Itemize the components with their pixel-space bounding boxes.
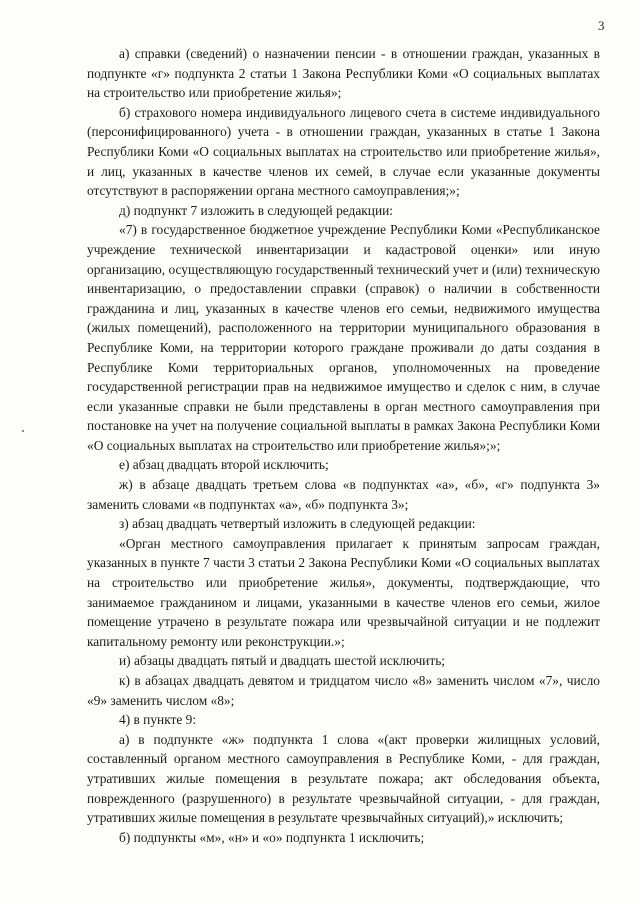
paragraph-a-subpoint-zh: а) в подпункте «ж» подпункта 1 слова «(акт проверки жилищных условий, составленный органом местного самоуправления в Республике Коми, - для граждан, утративших жилые помещения в результате пожара; акт обследования объекта, поврежденного (разрушенного) в результате чрезвычайной ситуации, - для граждан, утративших жилые помещения в результате чрезвычайных ситуаций),» исключить; [87,731,600,826]
paragraph-k-replace-numbers: к) в абзацах двадцать девятом и тридцатом число «8» заменить числом «7», число «9» заменить числом «8»; [87,673,600,708]
paragraph-a-pension: а) справки (сведений) о назначении пенсии - в отношении граждан, указанных в подпункте «г» подпункта 2 статьи 1 Закона Республики Коми «О социальных выплатах на строительство или приобретение жилья»; [87,46,600,101]
paragraph-d-subpoint-7: д) подпункт 7 изложить в следующей редакции: [119,202,394,218]
paragraph-zh-replace: ж) в абзаце двадцать третьем слова «в подпунктах «а», «б», «г» подпункта 3» заменить словами «в подпунктах «а», «б» подпункта 3»; [87,477,600,512]
paragraph-b-snils: б) страхового номера индивидуального лицевого счета в системе индивидуального (персонифицированного) учета - в отношении граждан, указанных в статье 1 Закона Республики Коми «О социальных выплатах на строительство или приобретение жилья», и лиц, указанных в качестве членов их семей, в случае если указанные документы отсутствуют в распоряжении органа местного самоуправления;»; [87,104,600,199]
paragraph-b-subpoints-exclude: б) подпункты «м», «н» и «о» подпункта 1 исключить; [119,829,425,845]
paragraph-4-point-9: 4) в пункте 9: [119,712,197,728]
paragraph-i-exclude: и) абзацы двадцать пятый и двадцать шестой исключить; [119,653,446,669]
paragraph-z-new-edition: з) абзац двадцать четвертый изложить в следующей редакции: [119,516,476,532]
document-body [87,44,600,847]
paragraph-organ-attaches: «Орган местного самоуправления прилагает к принятым запросам граждан, указанных в пункте 7 части 3 статьи 2 Закона Республики Коми «О социальных выплатах на строительство или приобретение жилья», документы, подтверждающие, что занимаемое гражданином и лицами, указанными в качестве членов его семьи, жилое помещение утрачено в результате пожара или чрезвычайной ситуации и не подлежит капитальному ремонту или реконструкции.»; [87,535,600,649]
paragraph-7-new-edition: «7) в государственное бюджетное учреждение Республики Коми «Республиканское учреждение технической инвентаризации и кадастровой оценки» или иную организацию, осуществляющую государственный технический учет и (или) техническую инвентаризацию, о предоставлении справки (справок) о наличии в собственности гражданина и лиц, указанных в качестве членов его семьи, недвижимого имущества (жилых помещений), расположенного на территории муниципального образования в Республике Коми, на территории которого граждане проживали до даты создания в Республике Коми территориальных органов, уполномоченных на проведение государственной регистрации прав на недвижимое имущество и сделок с ним, в случае если указанные справки не были представлены в орган местного самоуправления при постановке на учет на получение социальной выплаты в рамках Закона Республики Коми «О социальных выплатах на строительство или приобретение жилья»;»; [87,222,600,453]
paragraph-e-exclude: е) абзац двадцать второй исключить; [119,457,329,473]
page-number: 3 [598,18,605,33]
scan-artifact [22,430,24,432]
